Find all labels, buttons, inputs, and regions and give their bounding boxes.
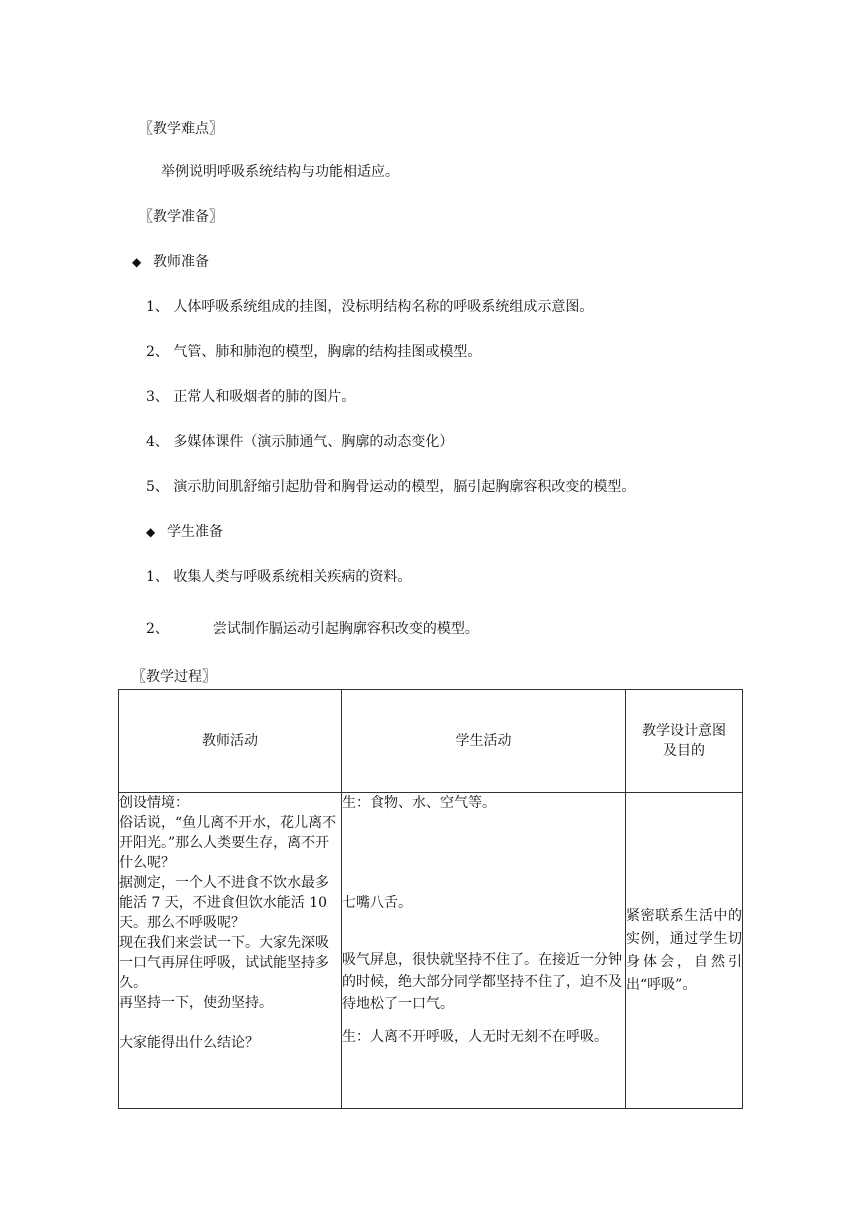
student-prep-item: 2、 尝试制作膈运动引起胸廓容积改变的模型。 [146, 621, 479, 637]
teacher-prep-item: 1、 人体呼吸系统组成的挂图，没标明结构名称的呼吸系统组成示意图。 [146, 299, 594, 315]
teacher-activity-line: 大家能得出什么结论？ [119, 1035, 259, 1051]
teacher-prep-item: 2、 气管、肺和肺泡的模型，胸廓的结构挂图或模型。 [146, 344, 482, 360]
design-purpose-cell: 紧密联系生活中的实例，通过学生切身体会，自然引出“呼吸”。 [626, 793, 743, 1109]
teacher-activity-line: 俗话说，“鱼儿离不开水，花儿离不开阳光。”那么人类要生存，离不开什么呢？ [119, 815, 337, 871]
teacher-prep-item: 5、 演示肋间肌舒缩引起肋骨和胸骨运动的模型，膈引起胸廓容积改变的模型。 [146, 479, 636, 495]
student-prep-heading: 学生准备 [167, 524, 223, 540]
header-teacher-activity: 教师活动 [119, 690, 342, 793]
teacher-activity-line: 现在我们来尝试一下。大家先深吸一口气再屏住呼吸，试试能坚持多久。 [119, 935, 329, 991]
process-heading: 〖教学过程〗 [132, 669, 216, 685]
teacher-activity-line: 据测定，一个人不进食不饮水最多能活 7 天，不进食但饮水能活 10 天。那么不呼吸呢？ [119, 875, 329, 931]
diamond-bullet-icon: ◆ [132, 255, 142, 269]
teacher-activity-line: 创设情境： [119, 795, 189, 811]
teacher-activity-line: 再坚持一下，使劲坚持。 [119, 995, 273, 1011]
preparation-heading: 〖教学准备〗 [139, 209, 223, 225]
student-activity-line: 生：人离不开呼吸，人无时无刻不在呼吸。 [342, 1029, 608, 1045]
teacher-prep-item: 3、 正常人和吸烟者的肺的图片。 [146, 389, 356, 405]
teacher-prep-heading: 教师准备 [153, 254, 209, 270]
table-row [119, 793, 743, 1109]
difficulty-heading: 〖教学难点〗 [139, 121, 223, 137]
lesson-process-table [118, 689, 743, 1109]
student-activity-cell [342, 793, 626, 1109]
table-header-row [119, 690, 743, 793]
difficulty-text: 举例说明呼吸系统结构与功能相适应。 [161, 164, 399, 180]
student-prep-item: 1、 收集人类与呼吸系统相关疾病的资料。 [146, 569, 412, 585]
diamond-bullet-icon: ◆ [146, 525, 156, 539]
student-activity-line: 七嘴八舌。 [342, 895, 412, 911]
header-student-activity: 学生活动 [342, 690, 626, 793]
student-activity-line: 吸气屏息，很快就坚持不住了。在接近一分钟的时候，绝大部分同学都坚持不住了，迫不及待地松了一口气。 [342, 952, 622, 1012]
teacher-activity-cell [119, 793, 342, 1109]
header-design-purpose: 教学设计意图 及目的 [626, 690, 743, 793]
student-activity-line: 生：食物、水、空气等。 [342, 795, 496, 811]
teacher-prep-item: 4、 多媒体课件（演示肺通气、胸廓的动态变化） [146, 434, 454, 450]
